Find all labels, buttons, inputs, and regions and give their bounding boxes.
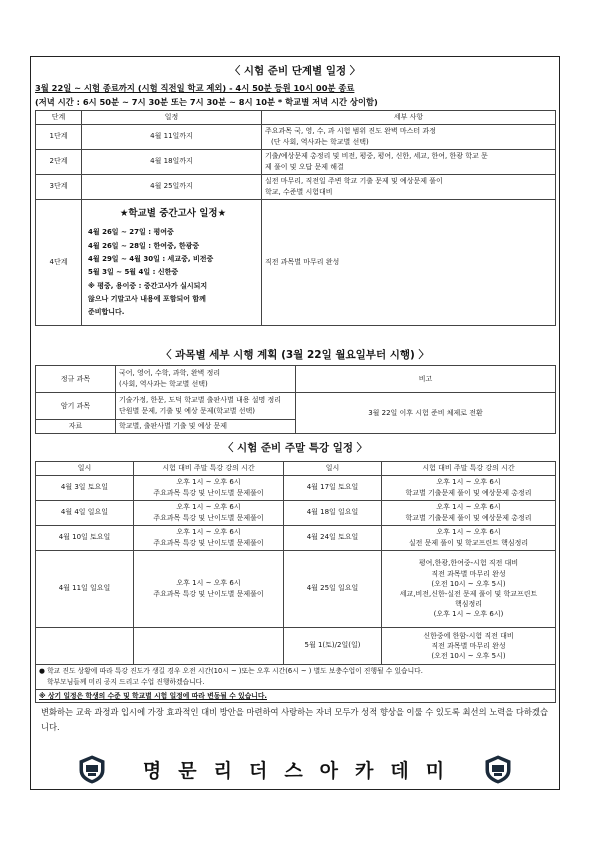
date-cell: 4월 24일 토요일 [284,525,382,550]
table-row [36,366,556,393]
time-line: 오후 1시 ~ 오후 6시 [436,503,501,511]
detail-line: 기출/예상문제 총정리 및 비전, 평중, 평여, 신한, 세교, 한여, 한광 학교 문 [265,152,488,160]
detail-line: 주요과목 국, 영, 수, 과 시험 범위 진도 완벽 마스터 과정 [265,127,436,135]
plan-line: (오전 10시 ~ 오후 5시) [431,579,506,588]
material-label: 자료 [36,420,116,434]
header-stage: 단계 [36,111,82,125]
schedule-hours-line: 3월 22일 ~ 시험 종료까지 (시험 직전일 학교 제외) - 4시 50분 등원 10시 00분 종료 [35,83,355,93]
academy-logo-icon [483,754,513,784]
detail-line: 제 풀이 및 오답 문제 해결 [265,162,344,171]
empty-cell [36,627,134,664]
date-cell: 4월 18일 일요일 [284,500,382,525]
time-line: 오후 1시 ~ 오후 6시 [436,478,501,486]
detail-cell: 직전 과목별 마무리 완성 [262,199,556,325]
exam-line: 4월 26일 ~ 27일 : 평여중 [88,228,174,237]
academy-name: 명문리더스아카데미 [142,759,462,782]
memorization-subject-label: 암기 과목 [36,393,116,420]
date-cell: 4월 4일 일요일 [36,500,134,525]
detail-line: (단 사회, 역사과는 학교별 선택) [271,137,369,146]
plan-line: (오후 1시 ~ 오후 6시) [433,610,504,619]
header-date-a: 일시 [36,462,134,476]
table-row [36,525,556,550]
time-line: 오후 1시 ~ 오후 6시 [176,478,241,486]
table-row [36,124,556,149]
table-row [36,689,556,703]
stage-cell: 2단계 [36,149,82,174]
regular-line: 국어, 영어, 수학, 과학, 완벽 정리 [119,369,221,378]
section-title-weekend: 〈 시험 준비 주말 특강 일정 〉 [222,442,368,454]
stage-cell: 1단계 [36,124,82,149]
academy-logo-icon [77,754,107,784]
note-line: ● 학교 진도 상황에 따라 특강 진도가 생길 경우 오전 시간(10시 ~ )또는 오후 시간(6시 ~ ) 별도 보충수업이 진행될 수 있습니다. [39,666,423,675]
stage-table [35,110,556,326]
header-time-a: 시험 대비 주말 특강 강의 시간 [134,462,284,476]
header-date: 일정 [82,111,262,125]
change-notice: ※ 상기 일정은 학생의 수준 및 학교별 시험 일정에 따라 변동될 수 있습니다. [36,689,556,703]
memo-line: 기술가정, 한문, 도덕 학교별 출판사별 내용 설명 정리 [119,396,282,405]
table-row [36,664,556,689]
plan-line: 직전 과목별 마무리 완성 [431,641,506,650]
note-text: 3월 22일 이후 시험 준비 체제로 전환 [296,393,556,434]
date-cell: 4월 25일 일요일 [284,550,382,627]
date-cell: 4월 17일 토요일 [284,475,382,500]
date-cell: 4월 25일까지 [82,174,262,199]
table-row [36,500,556,525]
desc-line: 주요과목 특강 및 난이도별 문제풀이 [153,589,264,598]
desc-line: 학교별 기출문제 풀이 및 예상문제 총정리 [405,513,532,522]
desc-line: 실전 문제 풀이 및 학교프린트 핵심정리 [408,538,529,547]
plan-line: 핵심정리 [454,599,483,608]
exam-line: 4월 29일 ~ 4월 30일 : 세교중, 비전중 [88,254,214,263]
date-cell: 5월 1(토)/2일(일) [284,627,382,664]
material-line: 학교별, 출판사별 기출 및 예상 문제 [116,420,296,434]
time-line: 오후 1시 ~ 오후 6시 [176,579,241,587]
table-row [36,149,556,174]
footer [31,752,559,786]
time-line: 오후 1시 ~ 오후 6시 [436,528,501,536]
document-frame [30,56,560,790]
date-cell: 4월 11일 일요일 [36,550,134,627]
table-row [36,475,556,500]
subject-table [35,365,556,434]
detail-line: 실전 마무리, 직전일 주변 학교 기출 문제 및 예상문제 풀이 [265,177,443,185]
plan-line: 직전 과목별 마무리 완성 [431,569,506,578]
header-time-b: 시험 대비 주말 특강 강의 시간 [382,462,556,476]
memo-line: 단원별 문제, 기출 및 예상 문제(학교별 선택) [119,407,255,415]
stage-cell: 3단계 [36,174,82,199]
plan-line: (오전 10시 ~ 오후 5시) [431,651,506,660]
table-row [36,199,556,325]
plan-line: 신한중에 한함-시험 직전 대비 [423,631,514,640]
date-cell: 4월 18일까지 [82,149,262,174]
time-line: 오후 1시 ~ 오후 6시 [176,503,241,511]
plan-line: 세교,비전,신한-실전 문제 풀이 및 학교프린트 [399,589,538,598]
exam-line: 준비합니다. [88,308,125,317]
time-line: 오후 1시 ~ 오후 6시 [176,528,241,536]
detail-line: 학교, 수준별 시험대비 [265,187,333,196]
regular-subject-label: 정규 과목 [36,366,116,393]
date-cell: 4월 10일 토요일 [36,525,134,550]
exam-line: 않으나 기말고사 내용에 포함되어 함께 [88,294,206,303]
exam-schedule-cell [82,199,262,325]
desc-line: 주요과목 특강 및 난이도별 문제풀이 [153,513,264,522]
empty-cell [134,627,284,664]
exam-schedule-title: ★학교별 중간고사 일정★ [119,208,227,220]
regular-line: (사회, 역사과는 학교별 선택) [119,380,208,388]
table-row [36,393,556,420]
exam-line: 4월 26일 ~ 28일 : 한여중, 한광중 [88,241,200,250]
desc-line: 주요과목 특강 및 난이도별 문제풀이 [153,538,264,547]
closing-message: 변화하는 교육 과정과 입시에 가장 효과적인 대비 방안을 마련하여 사랑하는 자녀 모두가 성적 향상을 이룰 수 있도록 최선의 노력을 다하겠습니다. [41,707,548,732]
note-header: 비고 [296,366,556,393]
date-cell: 4월 11일까지 [82,124,262,149]
weekend-table [35,461,556,703]
exam-line: ※ 평중, 용이중 : 중간고사가 실시되지 [88,281,208,290]
table-row [36,627,556,664]
section-title-subjects: 〈 과목별 세부 시행 계획 (3월 22일 월요일부터 시행) 〉 [161,349,429,361]
exam-line: 5월 3일 ~ 5월 4일 : 신한중 [88,268,179,277]
stage-cell: 4단계 [36,199,82,325]
date-cell: 4월 3일 토요일 [36,475,134,500]
desc-line: 학교별 기출문제 풀이 및 예상문제 총정리 [405,488,532,497]
section-title-stages: 〈 시험 준비 단계별 일정 〉 [229,65,361,77]
table-row [36,174,556,199]
table-row [36,550,556,627]
desc-line: 주요과목 특강 및 난이도별 문제풀이 [153,488,264,497]
plan-line: 평여,한광,한여중-시험 직전 대비 [418,559,519,568]
dinner-time-line: (저녁 시간 : 6시 50분 ~ 7시 30분 또는 7시 30분 ~ 8시 10분 * 학교별 저녁 시간 상이함) [35,97,378,107]
note-line: 학부모님들께 미리 공지 드리고 수업 진행하겠습니다. [47,677,205,686]
header-detail: 세부 사항 [262,111,556,125]
header-date-b: 일시 [284,462,382,476]
